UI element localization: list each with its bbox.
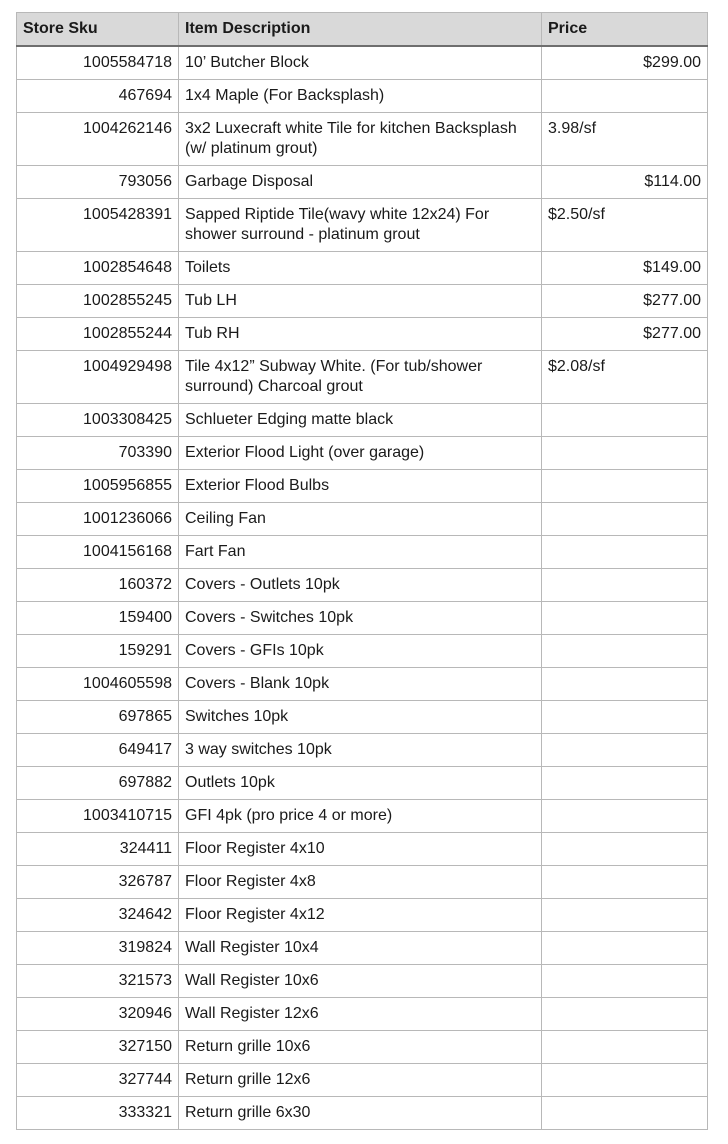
- table-row: [17, 899, 708, 932]
- cell-store-sku[interactable]: 333321: [17, 1097, 179, 1130]
- table-row: [17, 166, 708, 199]
- table-row: [17, 318, 708, 351]
- header-store-sku[interactable]: Store Sku: [17, 13, 179, 47]
- cell-store-sku[interactable]: 1002855245: [17, 285, 179, 318]
- cell-price[interactable]: [542, 470, 708, 503]
- cell-item-description[interactable]: Wall Register 12x6: [179, 998, 542, 1031]
- cell-item-description[interactable]: Toilets: [179, 252, 542, 285]
- cell-item-description[interactable]: Exterior Flood Light (over garage): [179, 437, 542, 470]
- cell-price[interactable]: [542, 668, 708, 701]
- cell-item-description[interactable]: Covers - Outlets 10pk: [179, 569, 542, 602]
- cell-item-description[interactable]: Wall Register 10x6: [179, 965, 542, 998]
- table-row: [17, 668, 708, 701]
- header-row: [17, 13, 708, 47]
- table-row: [17, 635, 708, 668]
- cell-store-sku[interactable]: 1001236066: [17, 503, 179, 536]
- cell-item-description[interactable]: Exterior Flood Bulbs: [179, 470, 542, 503]
- cell-item-description[interactable]: Outlets 10pk: [179, 767, 542, 800]
- cell-store-sku[interactable]: 324642: [17, 899, 179, 932]
- cell-store-sku[interactable]: 1003410715: [17, 800, 179, 833]
- cell-price[interactable]: [542, 1031, 708, 1064]
- table-row: [17, 285, 708, 318]
- cell-item-description[interactable]: 3x2 Luxecraft white Tile for kitchen Backsplash (w/ platinum grout): [179, 113, 542, 166]
- table-row: [17, 767, 708, 800]
- cell-item-description[interactable]: Switches 10pk: [179, 701, 542, 734]
- cell-item-description[interactable]: Ceiling Fan: [179, 503, 542, 536]
- cell-store-sku[interactable]: 703390: [17, 437, 179, 470]
- cell-store-sku[interactable]: 320946: [17, 998, 179, 1031]
- table-row: [17, 833, 708, 866]
- table-row: [17, 351, 708, 404]
- table-header: [17, 13, 708, 47]
- cell-item-description[interactable]: 3 way switches 10pk: [179, 734, 542, 767]
- cell-store-sku[interactable]: 1005956855: [17, 470, 179, 503]
- table-row: [17, 536, 708, 569]
- cell-price[interactable]: $114.00: [542, 166, 708, 199]
- table-row: [17, 1097, 708, 1130]
- cell-price[interactable]: [542, 635, 708, 668]
- cell-store-sku[interactable]: 1004156168: [17, 536, 179, 569]
- cell-price[interactable]: [542, 536, 708, 569]
- cell-store-sku[interactable]: 649417: [17, 734, 179, 767]
- table-row: [17, 437, 708, 470]
- cell-item-description[interactable]: Covers - Switches 10pk: [179, 602, 542, 635]
- table-row: [17, 1064, 708, 1097]
- cell-item-description[interactable]: Tub RH: [179, 318, 542, 351]
- cell-store-sku[interactable]: 159400: [17, 602, 179, 635]
- cell-price[interactable]: $299.00: [542, 46, 708, 80]
- cell-item-description[interactable]: Return grille 10x6: [179, 1031, 542, 1064]
- cell-store-sku[interactable]: 1004929498: [17, 351, 179, 404]
- table-row: [17, 734, 708, 767]
- cell-item-description[interactable]: Tile 4x12” Subway White. (For tub/shower surround) Charcoal grout: [179, 351, 542, 404]
- cell-item-description[interactable]: Tub LH: [179, 285, 542, 318]
- spreadsheet: [16, 12, 707, 1130]
- header-price[interactable]: Price: [542, 13, 708, 47]
- cell-price[interactable]: [542, 437, 708, 470]
- cell-price[interactable]: [542, 998, 708, 1031]
- cell-item-description[interactable]: Sapped Riptide Tile(wavy white 12x24) For shower surround - platinum grout: [179, 199, 542, 252]
- cell-price[interactable]: [542, 932, 708, 965]
- cell-item-description[interactable]: Fart Fan: [179, 536, 542, 569]
- cell-price[interactable]: 3.98/sf: [542, 113, 708, 166]
- table-row: [17, 113, 708, 166]
- items-table: [16, 12, 708, 1130]
- table-row: [17, 569, 708, 602]
- cell-price[interactable]: [542, 965, 708, 998]
- cell-price[interactable]: [542, 602, 708, 635]
- cell-price[interactable]: [542, 767, 708, 800]
- cell-item-description[interactable]: Covers - GFIs 10pk: [179, 635, 542, 668]
- cell-price[interactable]: [542, 569, 708, 602]
- table-row: [17, 503, 708, 536]
- cell-price[interactable]: $149.00: [542, 252, 708, 285]
- cell-price[interactable]: [542, 1097, 708, 1130]
- table-body: [17, 46, 708, 1130]
- table-row: [17, 800, 708, 833]
- cell-price[interactable]: $2.50/sf: [542, 199, 708, 252]
- table-row: [17, 866, 708, 899]
- cell-price[interactable]: [542, 503, 708, 536]
- cell-item-description[interactable]: GFI 4pk (pro price 4 or more): [179, 800, 542, 833]
- cell-store-sku[interactable]: 1004605598: [17, 668, 179, 701]
- cell-item-description[interactable]: Schlueter Edging matte black: [179, 404, 542, 437]
- cell-store-sku[interactable]: 697865: [17, 701, 179, 734]
- cell-price[interactable]: [542, 833, 708, 866]
- table-row: [17, 252, 708, 285]
- cell-item-description[interactable]: Wall Register 10x4: [179, 932, 542, 965]
- cell-item-description[interactable]: Floor Register 4x10: [179, 833, 542, 866]
- cell-price[interactable]: [542, 404, 708, 437]
- cell-store-sku[interactable]: 327150: [17, 1031, 179, 1064]
- cell-store-sku[interactable]: 1002854648: [17, 252, 179, 285]
- cell-store-sku[interactable]: 324411: [17, 833, 179, 866]
- table-row: [17, 965, 708, 998]
- cell-price[interactable]: $2.08/sf: [542, 351, 708, 404]
- cell-item-description[interactable]: Covers - Blank 10pk: [179, 668, 542, 701]
- cell-store-sku[interactable]: 319824: [17, 932, 179, 965]
- cell-store-sku[interactable]: 467694: [17, 80, 179, 113]
- table-row: [17, 199, 708, 252]
- cell-store-sku[interactable]: 793056: [17, 166, 179, 199]
- table-row: [17, 80, 708, 113]
- table-row: [17, 46, 708, 80]
- table-row: [17, 932, 708, 965]
- cell-store-sku[interactable]: 159291: [17, 635, 179, 668]
- cell-store-sku[interactable]: 1002855244: [17, 318, 179, 351]
- header-item-description[interactable]: Item Description: [179, 13, 542, 47]
- cell-price[interactable]: [542, 800, 708, 833]
- cell-price[interactable]: [542, 734, 708, 767]
- cell-price[interactable]: [542, 80, 708, 113]
- cell-store-sku[interactable]: 1003308425: [17, 404, 179, 437]
- cell-store-sku[interactable]: 1005584718: [17, 46, 179, 80]
- table-row: [17, 602, 708, 635]
- cell-item-description[interactable]: Return grille 12x6: [179, 1064, 542, 1097]
- cell-store-sku[interactable]: 1005428391: [17, 199, 179, 252]
- cell-item-description[interactable]: Floor Register 4x12: [179, 899, 542, 932]
- cell-item-description[interactable]: Floor Register 4x8: [179, 866, 542, 899]
- cell-item-description[interactable]: 10’ Butcher Block: [179, 46, 542, 80]
- table-row: [17, 701, 708, 734]
- table-row: [17, 1031, 708, 1064]
- cell-price[interactable]: $277.00: [542, 285, 708, 318]
- cell-store-sku[interactable]: 160372: [17, 569, 179, 602]
- cell-price[interactable]: [542, 1064, 708, 1097]
- table-row: [17, 470, 708, 503]
- cell-item-description[interactable]: 1x4 Maple (For Backsplash): [179, 80, 542, 113]
- table-row: [17, 998, 708, 1031]
- cell-price[interactable]: [542, 899, 708, 932]
- cell-price[interactable]: $277.00: [542, 318, 708, 351]
- table-row: [17, 404, 708, 437]
- cell-store-sku[interactable]: 326787: [17, 866, 179, 899]
- cell-item-description[interactable]: Return grille 6x30: [179, 1097, 542, 1130]
- cell-price[interactable]: [542, 866, 708, 899]
- cell-item-description[interactable]: Garbage Disposal: [179, 166, 542, 199]
- cell-store-sku[interactable]: 1004262146: [17, 113, 179, 166]
- cell-store-sku[interactable]: 327744: [17, 1064, 179, 1097]
- cell-store-sku[interactable]: 321573: [17, 965, 179, 998]
- cell-store-sku[interactable]: 697882: [17, 767, 179, 800]
- cell-price[interactable]: [542, 701, 708, 734]
